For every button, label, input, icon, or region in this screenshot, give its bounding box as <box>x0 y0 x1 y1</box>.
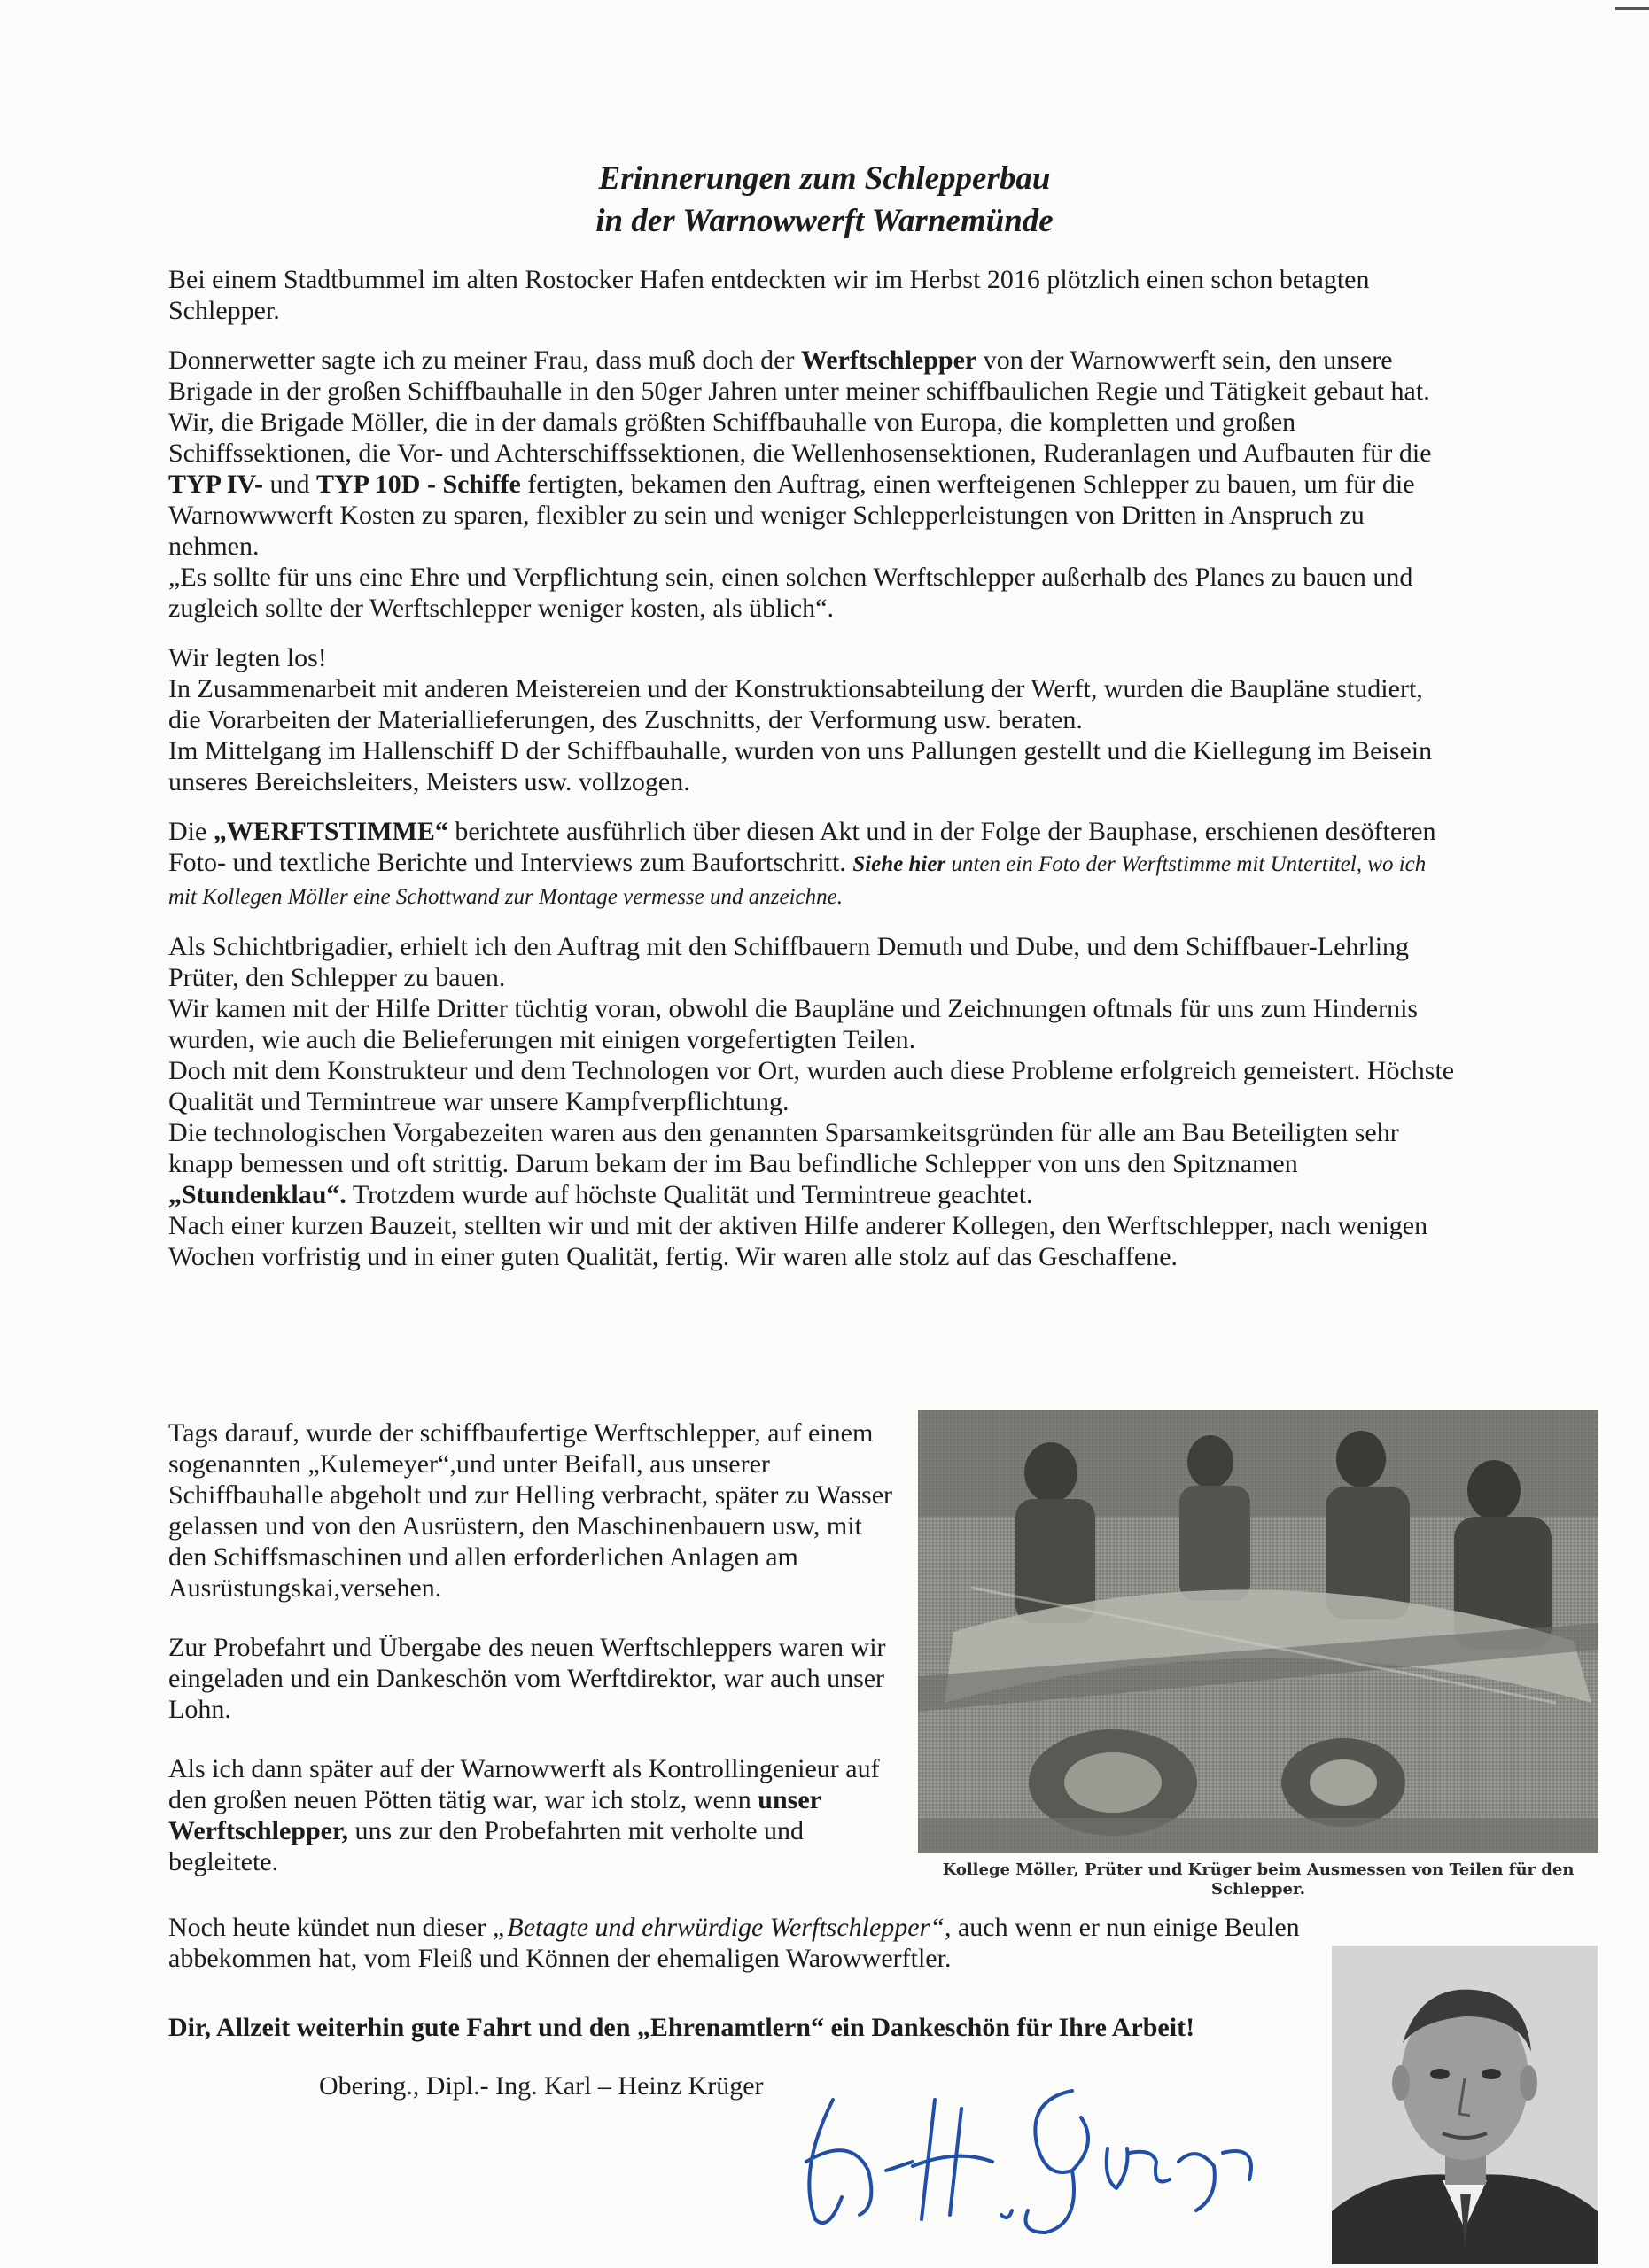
portrait-image <box>1332 1946 1598 2264</box>
closing-line: Dir, Allzeit weiterhin gute Fahrt und den „Ehrenamtlern“ ein Dankeschön für Ihre Arbeit! <box>168 2013 1195 2042</box>
photo-caption: Kollege Möller, Prüter und Krüger beim Ausmessen von Teilen für den Schlepper. <box>942 1860 1575 1899</box>
bold-run: „WERFTSTIMME“ <box>213 817 448 846</box>
title-line-1: Erinnerungen zum Schlepperbau <box>598 160 1051 197</box>
paragraph-2 <box>168 345 1458 407</box>
text-run: berichtete ausführlich über diesen Akt und in der Folge der Bauphase, erschienen desöfteren Foto- und textliche Berichte und Interviews zum Baufortschritt. <box>168 817 1436 877</box>
paragraph-4: „Es sollte für uns eine Ehre und Verpflichtung sein, einen solchen Werftschlepper außerhalb des Planes zu bauen und zugleich sollte der Werftschlepper weniger kosten, als üblich“. <box>168 563 1413 623</box>
text-run: uns zur den Probefahrten mit verholte und begleitete. <box>168 1816 805 1876</box>
author-portrait <box>1332 1946 1598 2264</box>
bold-run: TYP 10D - Schiffe <box>315 470 521 499</box>
text-run: Trotzdem wurde auf höchste Qualität und Termintreue geachtet. <box>346 1180 1033 1209</box>
left-column-text <box>168 1418 895 1906</box>
bold-run: unser Werftschlepper, <box>168 1785 821 1845</box>
paragraph-13: Nach einer kurzen Bauzeit, stellten wir und mit der aktiven Hilfe anderer Kollegen, den Werftschlepper, nach wenigen Wochen vorfristig und in einer guten Qualität, fertig. Wir waren alle stolz auf das Geschaffene. <box>168 1211 1428 1271</box>
paragraph-7: Im Mittelgang im Hallenschiff D der Schiffbauhalle, wurden von uns Pallungen gestellt und die Kiellegung im Beisein unseres Bereichsleiters, Meisters usw. vollzogen. <box>168 736 1433 796</box>
text-run: fertigten, bekamen den Auftrag, einen werfteigenen Schlepper zu bauen, um für die Warnowwwerft Kosten zu sparen, flexibler zu sein und weniger Schlepperleistungen von Dritten in Anspruch zu nehmen. <box>168 470 1415 561</box>
bottom-paragraph-1 <box>168 1912 1409 1974</box>
bold-run: TYP IV- <box>168 470 263 499</box>
text-run: Donnerwetter sagte ich zu meiner Frau, dass muß doch der <box>168 346 801 375</box>
text-run: Noch heute kündet nun dieser <box>168 1913 493 1942</box>
paragraph-3 <box>168 407 1458 562</box>
paragraph-5: Wir legten los! <box>168 643 327 672</box>
text-run: Als ich dann später auf der Warnowwerft als Kontrollingenieur auf den großen neuen Pötten tätig war, war ich stolz, wenn <box>168 1754 880 1814</box>
paragraph-9: Als Schichtbrigadier, erhielt ich den Auftrag mit den Schiffbauern Demuth und Dube, und dem Schiffbauer-Lehrling Prüter, den Schlepper zu bauen. <box>168 932 1410 992</box>
newspaper-photo-image <box>918 1410 1598 1853</box>
closing-paragraph <box>168 1912 1409 2000</box>
left-paragraph-1: Tags darauf, wurde der schiffbaufertige Werftschlepper, auf einem sogenannten „Kulemeyer“,und unter Beifall, aus unserer Schiffbauhalle abgeholt und zur Helling verbracht, später zu Wasser gelassen und von den Ausrüstern, den Maschinenbauern usw, mit den Schiffsmaschinen und allen erforderlichen Anlagen am Ausrüstungskai,versehen. <box>168 1418 893 1603</box>
text-run: , auch wenn er nun einige Beulen abbekommen hat, vom Fleiß und Können der ehemaligen Warowwerftler. <box>168 1913 1300 1973</box>
scan-edge-mark <box>1615 7 1649 10</box>
text-run: Die technologischen Vorgabezeiten waren aus den genannten Sparsamkeitsgründen für alle am Bau Beteiligten sehr knapp bemessen und oft strittig. Darum bekam der im Bau befindliche Schlepper von uns den Spitznamen <box>168 1118 1399 1178</box>
handwritten-signature <box>780 2064 1276 2241</box>
italic-run: unten ein Foto der Werftstimme mit Untertitel, wo ich mit Kollegen Möller eine Schottwand zur Montage vermesse und anzeichne. <box>168 852 1427 909</box>
main-text <box>168 264 1458 1272</box>
newspaper-photo <box>918 1410 1598 1853</box>
author-name: Obering., Dipl.- Ing. Karl – Heinz Krüger <box>319 2071 764 2101</box>
text-run: Wir, die Brigade Möller, die in der damals größten Schiffbauhalle von Europa, die kompletten und großen Schiffssektionen, die Vor- und Achterschiffssektionen, die Wellenhosensektionen, Ruderanlagen und Aufbauten für die <box>168 408 1432 468</box>
paragraph-10: Wir kamen mit der Hilfe Dritter tüchtig voran, obwohl die Baupläne und Zeichnungen oftmals für uns zum Hindernis wurden, wie auch die Belieferungen mit einigen vorgefertigten Teilen. <box>168 994 1419 1054</box>
document-title <box>0 158 1649 243</box>
paragraph-1: Bei einem Stadtbummel im alten Rostocker Hafen entdeckten wir im Herbst 2016 plötzlich einen schon betagten Schlepper. <box>168 265 1370 325</box>
text-run: von der Warnowwerft sein, den unsere Brigade in der großen Schiffbauhalle in den 50ger Jahren unter meiner schiffbaulichen Regie und Tätigkeit gebaut hat. <box>168 346 1430 406</box>
italic-run: „Betagte und ehrwürdige Werftschlepper“ <box>492 1913 945 1942</box>
paragraph-12 <box>168 1117 1458 1210</box>
left-paragraph-3 <box>168 1753 895 1877</box>
text-run: Die <box>168 817 214 846</box>
paragraph-11: Doch mit dem Konstrukteur und dem Technologen vor Ort, wurden auch diese Probleme erfolgreich gemeistert. Höchste Qualität und Termintreue war unsere Kampfverpflichtung. <box>168 1056 1455 1116</box>
bold-italic-run: Siehe hier <box>852 852 946 876</box>
paragraph-8 <box>168 816 1458 913</box>
left-paragraph-2: Zur Probefahrt und Übergabe des neuen Werftschleppers waren wir eingeladen und ein Dankeschön vom Werftdirektor, war auch unser Lohn. <box>168 1633 886 1724</box>
bold-run: „Stundenklau“. <box>168 1180 346 1209</box>
bold-run: Werftschlepper <box>800 346 977 375</box>
text-run: und <box>262 470 316 499</box>
title-line-2: in der Warnowwerft Warnemünde <box>595 203 1054 239</box>
paragraph-6: In Zusammenarbeit mit anderen Meistereien und der Konstruktionsabteilung der Werft, wurden die Baupläne studiert, die Vorarbeiten der Materiallieferungen, des Zuschnitts, der Verformung usw. beraten. <box>168 674 1423 734</box>
